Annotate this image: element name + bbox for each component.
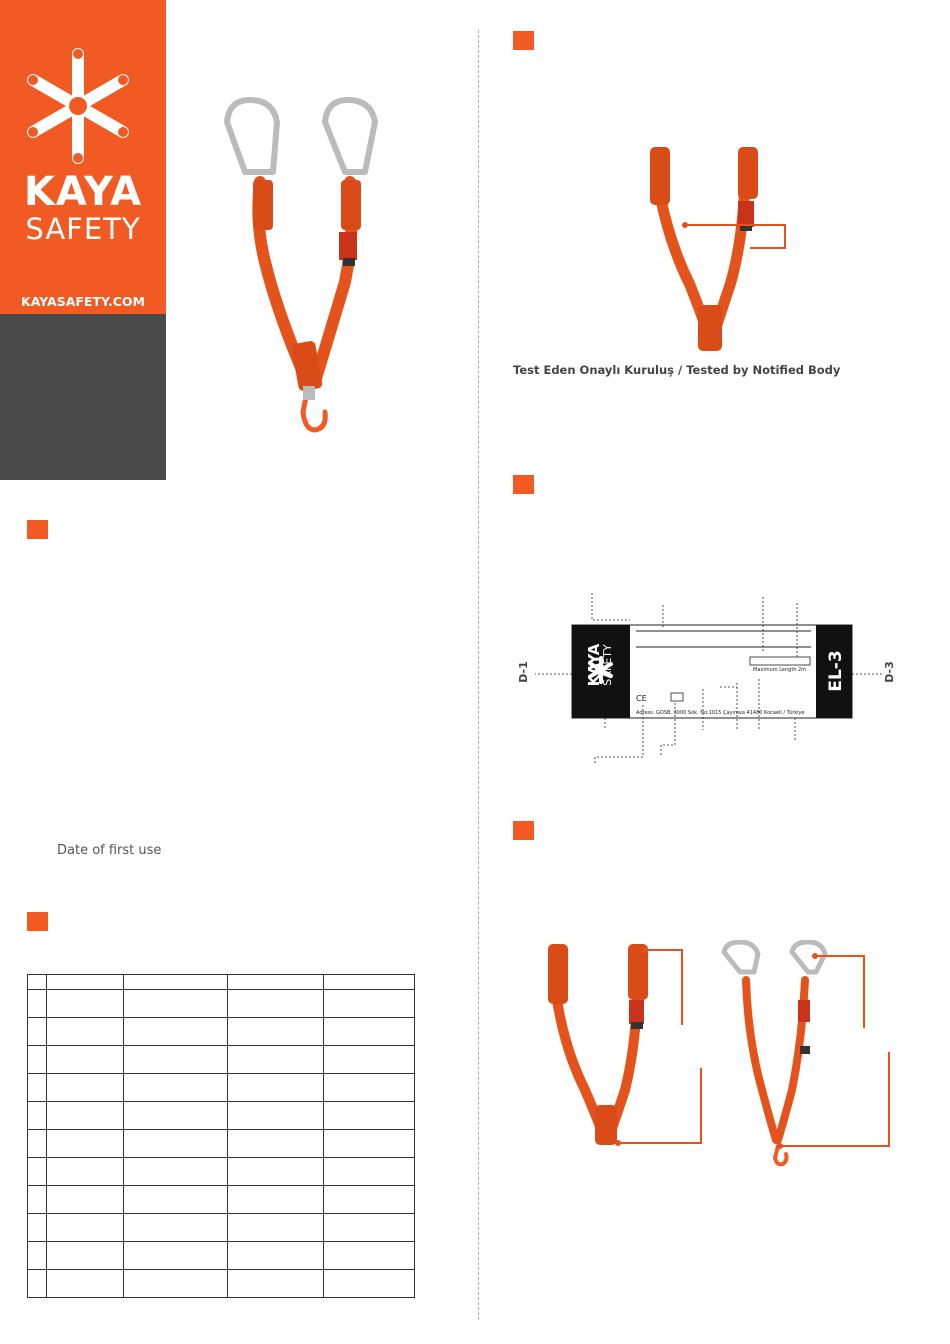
table-cell [28, 1130, 47, 1158]
label-ce-mark: CE [636, 694, 647, 703]
table-cell [28, 1158, 47, 1186]
table-cell [46, 1102, 123, 1130]
table-cell [46, 1158, 123, 1186]
table-cell [123, 1046, 228, 1074]
table-cell [324, 1102, 415, 1130]
table-cell [46, 1046, 123, 1074]
carabiner-icon [724, 942, 825, 972]
table-cell [324, 1018, 415, 1046]
brand-name-line1: KAYA [23, 169, 143, 215]
table-row [28, 1046, 415, 1074]
table-cell [228, 1214, 324, 1242]
kaya-asterisk-logo-icon [18, 44, 138, 168]
table-row [28, 990, 415, 1018]
section-marker [513, 821, 534, 840]
label-side-right: D-3 [883, 661, 896, 683]
table-cell [228, 990, 324, 1018]
table-cell [228, 1158, 324, 1186]
table-cell [324, 990, 415, 1018]
table-cell [28, 1018, 47, 1046]
table-cell [28, 1102, 47, 1130]
table-row [28, 1270, 415, 1298]
table-cell [228, 1186, 324, 1214]
table-row [28, 1102, 415, 1130]
table-cell [123, 1270, 228, 1298]
table-cell [228, 1270, 324, 1298]
table-header-cell [324, 975, 415, 990]
brand-website[interactable]: KAYASAFETY.COM [21, 294, 145, 309]
product-label-diagram [515, 585, 900, 775]
table-row [28, 1130, 415, 1158]
table-cell [228, 1018, 324, 1046]
table-cell [46, 1242, 123, 1270]
table-cell [123, 1018, 228, 1046]
table-cell [46, 990, 123, 1018]
table-row [28, 1074, 415, 1102]
label-model: EL-3 [826, 650, 846, 692]
label-brand-line1: KAYA [585, 643, 603, 687]
label-address: Adress: GOSB. 3000 Sok. No:1015 Çayırova 41480 Kocaeli / Türkiye [636, 710, 805, 716]
table-header-cell [46, 975, 123, 990]
table-cell [123, 1214, 228, 1242]
label-brand-line2: SAFETY [601, 644, 614, 686]
table-cell [324, 1270, 415, 1298]
table-header-row [28, 975, 415, 990]
table-cell [324, 1242, 415, 1270]
table-cell [46, 1214, 123, 1242]
table-cell [228, 1130, 324, 1158]
table-cell [123, 1130, 228, 1158]
table-row [28, 1158, 415, 1186]
carabiner-icon [227, 100, 375, 172]
table-cell [123, 1242, 228, 1270]
label-max-length: Maximum Length 2m [753, 667, 807, 673]
grey-panel [0, 314, 166, 480]
table-cell [324, 1214, 415, 1242]
table-cell [28, 1074, 47, 1102]
brand-name-line2: SAFETY [25, 212, 141, 246]
table-header-cell [228, 975, 324, 990]
table-cell [123, 990, 228, 1018]
section-marker [513, 475, 534, 494]
page-divider [478, 30, 479, 1320]
table-cell [123, 1158, 228, 1186]
section-marker [27, 520, 48, 539]
table-cell [324, 1186, 415, 1214]
table-cell [28, 1270, 47, 1298]
table-row [28, 1018, 415, 1046]
label-side-left: D-1 [517, 661, 530, 683]
table-cell [228, 1102, 324, 1130]
table-row [28, 1214, 415, 1242]
table-cell [123, 1074, 228, 1102]
table-cell [28, 1242, 47, 1270]
table-cell [46, 1270, 123, 1298]
table-cell [324, 1046, 415, 1074]
table-cell [324, 1158, 415, 1186]
table-cell [28, 1186, 47, 1214]
section-marker [27, 912, 48, 931]
table-cell [46, 1074, 123, 1102]
table-cell [123, 1102, 228, 1130]
table-cell [46, 1018, 123, 1046]
section-marker [513, 31, 534, 50]
table-cell [228, 1046, 324, 1074]
table-cell [324, 1130, 415, 1158]
table-row [28, 1186, 415, 1214]
inspection-log-table [27, 974, 415, 1298]
table-cell [228, 1242, 324, 1270]
lanyard-callout-image [640, 145, 800, 355]
notified-body-caption: Test Eden Onaylı Kuruluş / Tested by Notified Body [513, 363, 841, 377]
table-cell [123, 1186, 228, 1214]
lanyard-parts-image [540, 940, 900, 1170]
first-use-label: Date of first use [57, 843, 162, 858]
table-cell [28, 1214, 47, 1242]
table-cell [46, 1186, 123, 1214]
table-cell [28, 990, 47, 1018]
table-header-cell [28, 975, 47, 990]
table-cell [324, 1074, 415, 1102]
table-header-cell [123, 975, 228, 990]
table-row [28, 1242, 415, 1270]
lanyard-product-image [215, 92, 385, 437]
table-cell [46, 1130, 123, 1158]
table-cell [228, 1074, 324, 1102]
table-cell [28, 1046, 47, 1074]
